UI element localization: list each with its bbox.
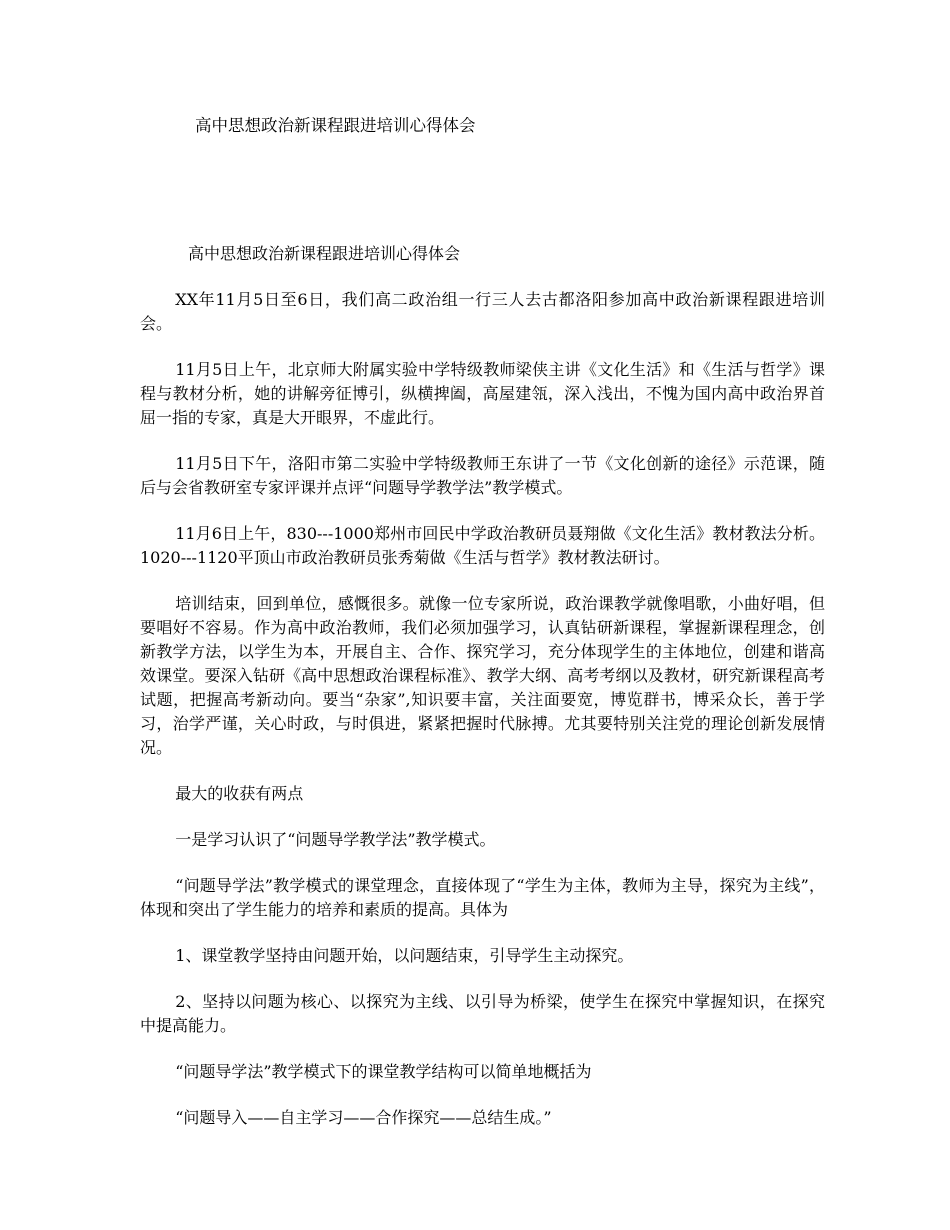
document-body	[140, 242, 825, 1152]
paragraph-point-2: 2、坚持以问题为核心、以探究为主线、以引导为桥梁，使学生在探究中掌握知识，在探究中提高能力。	[140, 992, 825, 1035]
paragraph-intro: XX年11月5日至6日，我们高二政治组一行三人去古都洛阳参加高中政治新课程跟进培训会。	[140, 290, 825, 333]
paragraph-gain-one: 一是学习认识了“问题导学教学法”教学模式。	[175, 830, 496, 849]
document-subtitle: 高中思想政治新课程跟进培训心得体会	[188, 244, 461, 263]
paragraph-structure-intro: “问题导学法”教学模式下的课堂教学结构可以简单地概括为	[175, 1062, 592, 1081]
paragraph-method-concept: “问题导学法”教学模式的课堂理念，直接体现了“学生为主体，教师为主导，探究为主线”，体现和突出了学生能力的培养和素质的提高。具体为	[140, 876, 825, 919]
paragraph-nov5-morning: 11月5日上午，北京师大附属实验中学特级教师梁侠主讲《文化生活》和《生活与哲学》课程与教材分析，她的讲解旁征博引，纵横捭阖，高屋建瓴，深入浅出，不愧为国内高中政治界首屈一指的专家，真是大开眼界，不虚此行。	[140, 360, 825, 427]
paragraph-reflection: 培训结束，回到单位，感慨很多。就像一位专家所说，政治课教学就像唱歌，小曲好唱，但要唱好不容易。作为高中政治教师，我们必须加强学习，认真钻研新课程，掌握新课程理念，创新教学方法，以学生为本，开展自主、合作、探究学习，充分体现学生的主体地位，创建和谐高效课堂。要深入钻研《高中思想政治课程标准》、教学大纲、高考考纲以及教材，研究新课程高考试题，把握高考新动向。要当“杂家”,知识要丰富，关注面要宽，博览群书，博采众长，善于学习，治学严谨，关心时政，与时俱进，紧紧把握时代脉搏。尤其要特别关注党的理论创新发展情况。	[140, 594, 825, 757]
document-title: 高中思想政治新课程跟进培训心得体会	[195, 116, 476, 135]
paragraph-point-1: 1、课堂教学坚持由问题开始，以问题结束，引导学生主动探究。	[175, 946, 634, 965]
paragraph-structure: “问题导入——自主学习——合作探究——总结生成。”	[175, 1108, 552, 1127]
paragraph-nov6-morning: 11月6日上午，830---1000郑州市回民中学政治教研员聂翔做《文化生活》教材教法分析。1020---1120平顶山市政治教研员张秀菊做《生活与哲学》教材教法研讨。	[140, 524, 825, 567]
paragraph-nov5-afternoon: 11月5日下午，洛阳市第二实验中学特级教师王东讲了一节《文化创新的途径》示范课，随后与会省教研室专家评课并点评“问题导学教学法”教学模式。	[140, 454, 825, 497]
paragraph-gains-heading: 最大的收获有两点	[175, 784, 304, 803]
